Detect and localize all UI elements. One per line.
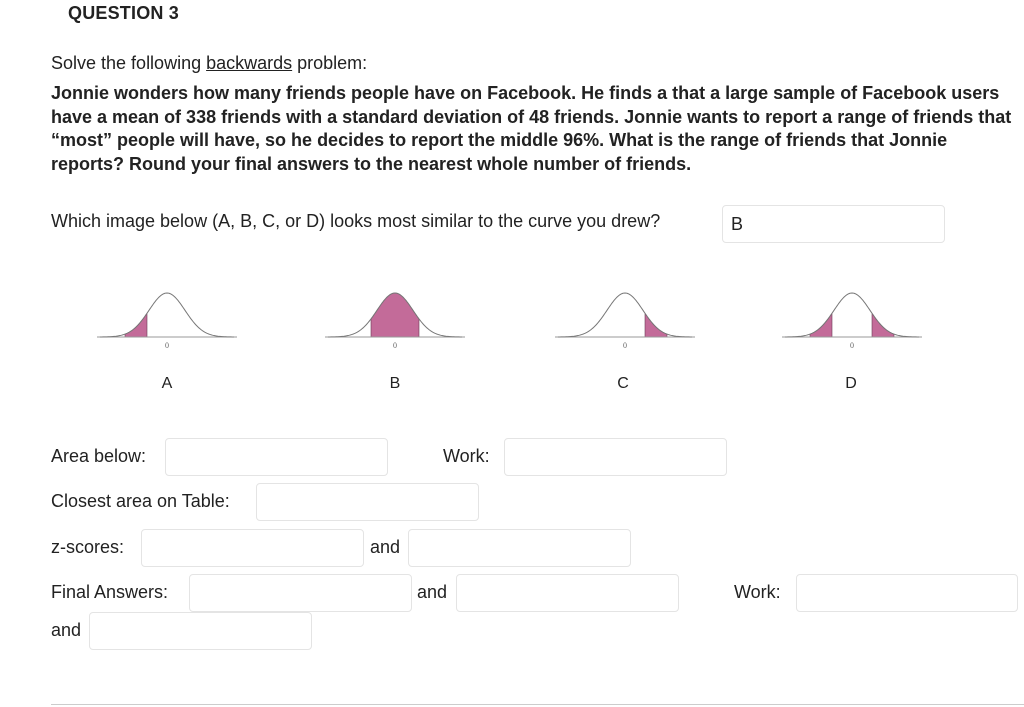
curve-a-label: A (161, 375, 173, 392)
curve-d-image[interactable] (782, 285, 922, 365)
shaded-region (125, 313, 147, 337)
shaded-region (872, 313, 894, 337)
zero-tick-label: 0 (623, 341, 627, 350)
area-below-label: Area below: (51, 446, 147, 466)
normal-curve (785, 293, 919, 337)
question-title: QUESTION 3 (68, 3, 180, 23)
and-label-1: and (370, 537, 401, 557)
backwards-link: backwards (206, 53, 293, 73)
curve-c-image[interactable] (555, 285, 695, 365)
problem-statement: Jonnie wonders how many friends people have on Facebook. He finds a that a large sample of Facebook users have a mean of 338 friends with a standard deviation of 48 friends. Jonnie wants to report a range of friends that “most” people will have, so he decides to report the middle 96%. What is the range of friends that Jonnie reports? Round your final answers to the nearest whole number of friends. (51, 83, 1012, 174)
zscore-input-1[interactable] (141, 529, 364, 567)
work-label-1: Work: (443, 446, 490, 466)
final-answer-input-2[interactable] (456, 574, 679, 612)
area-below-input[interactable] (165, 438, 388, 476)
work-input-2[interactable] (796, 574, 1018, 612)
normal-curve (558, 293, 692, 337)
curve-c-label: C (617, 375, 629, 392)
final-answer-input-1[interactable] (189, 574, 412, 612)
zscores-label: z-scores: (51, 537, 125, 557)
curve-b-image[interactable] (325, 285, 465, 365)
zero-tick-label: 0 (393, 341, 397, 350)
intro-prefix: Solve the following (51, 53, 207, 73)
work-label-2: Work: (734, 582, 781, 602)
and-label-3: and (51, 620, 82, 640)
curve-a-image[interactable] (97, 285, 237, 365)
image-question-label: Which image below (A, B, C, or D) looks most similar to the curve you drew? (51, 211, 661, 231)
intro-suffix: problem: (292, 53, 368, 73)
zscore-input-2[interactable] (408, 529, 631, 567)
closest-area-label: Closest area on Table: (51, 491, 230, 511)
shaded-region (810, 313, 832, 337)
normal-curve (100, 293, 234, 337)
closest-area-input[interactable] (256, 483, 479, 521)
work-input-1[interactable] (504, 438, 727, 476)
curve-d-label: D (845, 375, 857, 392)
final-answers-label: Final Answers: (51, 582, 169, 602)
zero-tick-label: 0 (850, 341, 854, 350)
zero-tick-label: 0 (165, 341, 169, 350)
curve-b-label: B (389, 375, 401, 392)
final-answer-input-3[interactable] (89, 612, 312, 650)
shaded-region (645, 313, 667, 337)
instruction-text (51, 53, 367, 74)
image-choice-input[interactable] (722, 205, 945, 243)
shaded-region (371, 293, 419, 337)
and-label-2: and (417, 582, 448, 602)
bottom-divider (51, 704, 1024, 705)
